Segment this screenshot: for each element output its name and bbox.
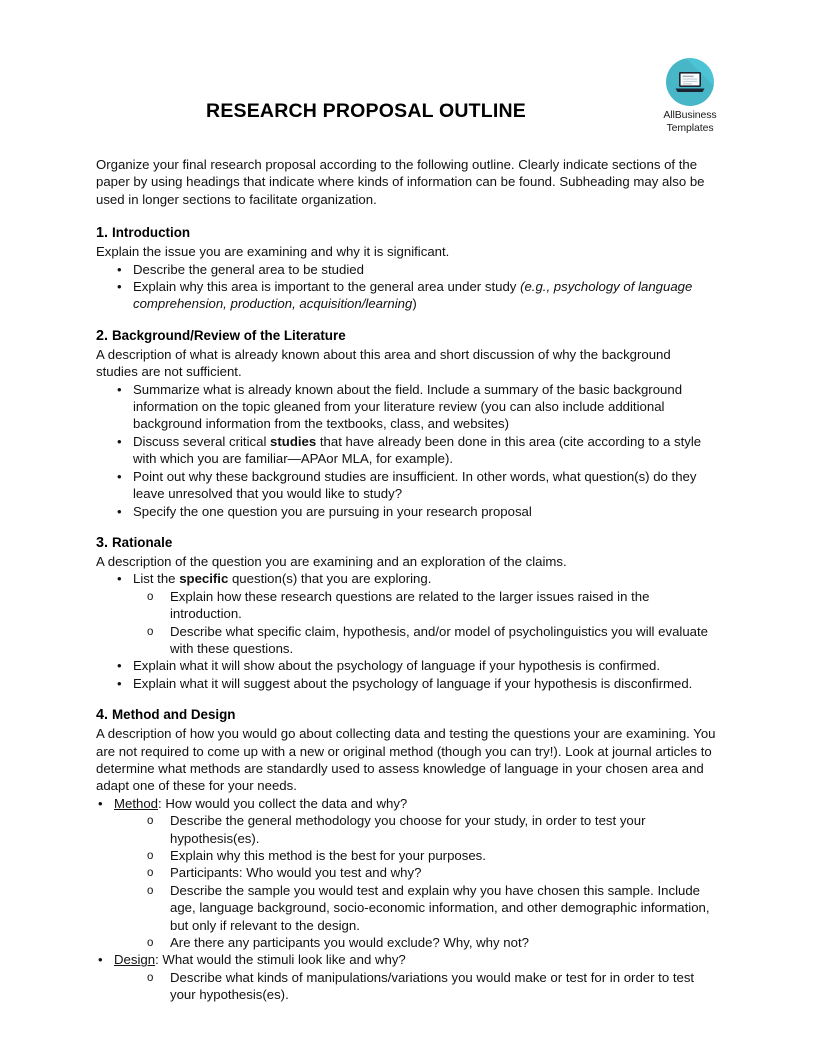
bullet-item: • Explain what it will show about the psychology of language if your hypothesis is confirmed. (117, 658, 661, 674)
bullet-marker-level-1: • (117, 381, 122, 397)
emphasis-bold: specific (179, 571, 229, 587)
bullet-marker-level-1: • (98, 952, 103, 968)
section-number: 3. (96, 534, 112, 551)
bullet-marker-level-1: • (117, 658, 122, 674)
bullet-marker-level-1: • (117, 261, 122, 277)
bullet-item: • Point out why these background studies are insufficient. In other words, what question(s) do they leave unresolved that you would like to study? (117, 468, 697, 502)
allbusiness-templates-logo (651, 58, 729, 134)
section-heading (96, 327, 716, 345)
bullet-item: • Specify the one question you are pursuing in your research proposal (117, 503, 532, 519)
bullet-marker-level-2: o (147, 815, 154, 828)
bullet-item: • Discuss several critical studies that have already been done in this area (cite according to a style with which you are familiar—APAor MLA, for example). (117, 433, 702, 467)
section-title: Background/Review of the Literature (112, 327, 346, 343)
section-lead-paragraph: A description of how you would go about collecting data and testing the questions your are examining. You are not required to come up with a new or original method (though you can try!). Look at journal articles to determine what methods are standardly used to assess knowledge of language in your chosen area and adapt one of these for your needs. (96, 726, 716, 794)
underlined-term: Design (114, 952, 156, 968)
page-title: RESEARCH PROPOSAL OUTLINE (206, 100, 526, 122)
outline-section (96, 327, 716, 520)
sub-bullet-item: o Describe the general methodology you choose for your study, in order to test your hypothesis(es). (147, 813, 646, 846)
bullet-marker-level-2: o (147, 625, 154, 638)
bullet-list-level-2 (114, 812, 716, 951)
bullet-item: • Summarize what is already known about the field. Include a summary of the basic background information on the topic gleaned from your literature review (you can also include additional background information from the textbooks, class, and websites) (117, 381, 683, 432)
intro-paragraph: Organize your final research proposal according to the following outline. Clearly indicate sections of the paper by using headings that indicate where kinds of information can be found. Subheading may also be used in longer sections to facilitate organization. (96, 157, 705, 207)
emphasis-bold: studies (270, 433, 317, 449)
bullet-list-level-1 (96, 381, 716, 520)
section-heading (96, 224, 716, 242)
logo-caption-line-2: Templates (666, 121, 714, 134)
section-title: Introduction (112, 225, 191, 241)
bullet-marker-level-2: o (147, 850, 154, 862)
sub-bullet-item: o Describe the sample you would test and explain why you have chosen this sample. Include age, language background, socio-economic information, and other demographic information, but only if relevant to the design. (147, 882, 710, 933)
bullet-marker-level-1: • (117, 571, 122, 587)
bullet-list-level-1 (96, 261, 716, 313)
document-body (96, 156, 716, 1018)
bullet-marker-level-1: • (117, 468, 122, 484)
bullet-item: • Explain why this area is important to the general area under study (e.g., psychology of language comprehension, production, acquisition/learning) (117, 279, 693, 312)
bullet-marker-level-2: o (147, 937, 154, 950)
logo-caption-line-1: AllBusiness (663, 109, 717, 121)
logo-circle-wrap (666, 58, 714, 106)
logo-caption (651, 109, 729, 134)
laptop-icon (666, 58, 714, 106)
bullet-marker-level-1: • (98, 795, 103, 811)
sections-container (96, 224, 716, 1003)
section-number: 4. (96, 707, 112, 724)
bullet-list-level-2 (133, 588, 716, 658)
sub-bullet-item: o Are there any participants you would exclude? Why, why not? (114, 934, 716, 951)
sub-bullet-item: o Explain how these research questions are related to the larger issues raised in the introduction. (147, 588, 650, 622)
bullet-item: • Describe the general area to be studied (117, 261, 364, 277)
bullet-marker-level-1: • (117, 279, 122, 295)
bullet-marker-level-2: o (147, 884, 154, 897)
emphasis-italic: (e.g., psychology of language comprehension, production, acquisition/learning (133, 279, 693, 312)
sub-bullet-item: o Describe what kinds of manipulations/variations you would make or test for in order to test your hypothesis(es). (147, 969, 695, 1003)
bullet-marker-level-1: • (117, 503, 122, 519)
sub-bullet-item: o Describe what specific claim, hypothesis, and/or model of psycholinguistics you will evaluate with these questions. (147, 623, 709, 656)
section-title: Rationale (112, 534, 173, 550)
sub-bullet-item: o Explain why this method is the best for your purposes. (114, 847, 716, 864)
bullet-marker-level-1: • (117, 675, 122, 691)
bullet-item: • Design: What would the stimuli look like and why? o Describe what kinds of manipulations/variations you would make or test for in order to test your hypothesis(es). (96, 951, 716, 1003)
section-heading (96, 706, 716, 724)
outline-section (96, 534, 716, 692)
section-lead-paragraph: Explain the issue you are examining and why it is significant. (96, 244, 450, 260)
sub-bullet-item: o Participants: Who would you test and why? (114, 864, 716, 881)
bullet-marker-level-2: o (147, 971, 154, 984)
bullet-list-level-1 (96, 570, 716, 692)
outline-section (96, 224, 716, 313)
section-lead-paragraph: A description of what is already known about this area and short discussion of why the background studies are not sufficient. (96, 346, 671, 380)
section-number: 1. (96, 225, 112, 242)
bullet-list-level-1 (96, 795, 716, 1004)
bullet-item: • Explain what it will suggest about the psychology of language if your hypothesis is disconfirmed. (117, 675, 693, 691)
bullet-marker-level-2: o (147, 590, 154, 603)
bullet-marker-level-1: • (117, 433, 122, 449)
section-number: 2. (96, 327, 112, 344)
bullet-item: • List the specific question(s) that you are exploring. o Explain how these research questions are related to the larger issues raised in the introduction. o Describe what specific claim, hypothesis, and/or model of psycholinguistics you will evaluate with these questions. (96, 570, 716, 657)
section-title: Method and Design (112, 707, 236, 723)
bullet-item: • Method: How would you collect the data and why? o Describe the general methodology you choose for your study, in order to test your hypothesis(es). o Explain why this method is the best for your purposes. o Participants: Who would you test and why? o Describe the sample you would test and explain why you have chosen this sample. Include age, language background, socio-economic information, and other demographic information, but only if relevant to the design. o Are there any participants you would exclude? Why, why not? (96, 795, 716, 952)
section-lead-paragraph: A description of the question you are examining and an exploration of the claims. (96, 553, 567, 569)
underlined-term: Method (114, 795, 158, 811)
outline-section (96, 706, 716, 1004)
bullet-list-level-2 (114, 969, 716, 1004)
bullet-marker-level-2: o (147, 867, 154, 880)
section-heading (96, 534, 716, 552)
